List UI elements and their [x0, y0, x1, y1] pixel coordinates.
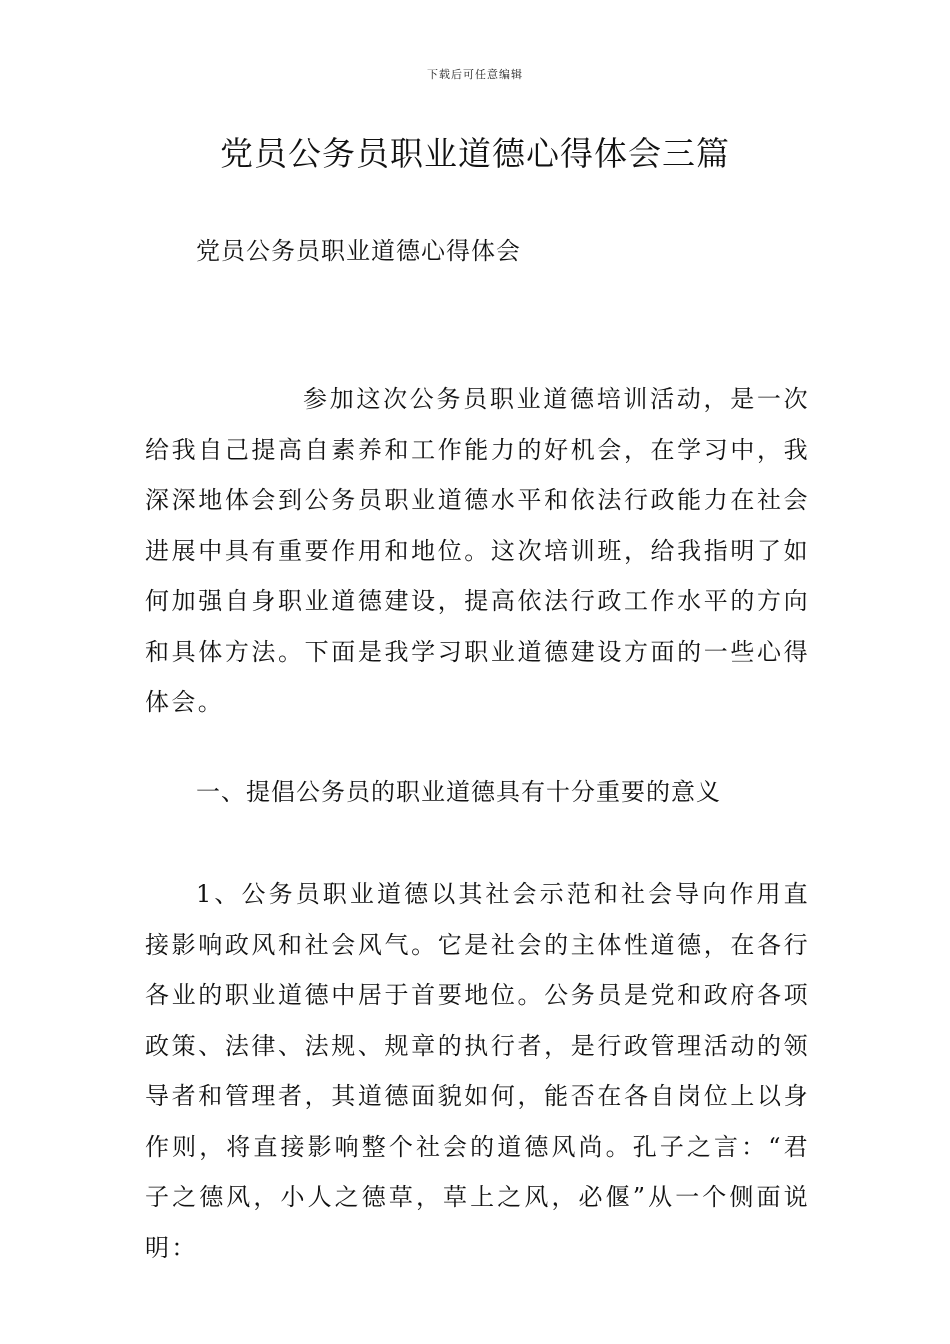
header-note: 下载后可任意编辑: [427, 68, 523, 81]
document-subtitle: 党员公务员职业道德心得体会: [196, 237, 521, 265]
document-title: 党员公务员职业道德心得体会三篇: [220, 134, 730, 173]
section-heading: 一、提倡公务员的职业道德具有十分重要的意义: [196, 778, 721, 806]
intro-paragraph: 参加这次公务员职业道德培训活动，是一次给我自己提高自素养和工作能力的好机会，在学习中，我深深地体会到公务员职业道德水平和依法行政能力在社会进展中具有重要作用和地位。这次培训班，给我指明了如何加强自身职业道德建设，提高依法行政工作水平的方向和具体方法。下面是我学习职业道德建设方面的一些心得体会。: [145, 385, 810, 716]
section-paragraph: 1、公务员职业道德以其社会示范和社会导向作用直接影响政风和社会风气。它是社会的主体性道德，在各行各业的职业道德中居于首要地位。公务员是党和政府各项政策、法律、法规、规章的执行者，是行政管理活动的领导者和管理者，其道德面貌如何，能否在各自岗位上以身作则，将直接影响整个社会的道德风尚。孔子之言：“君子之德风，小人之德草，草上之风，必偃”从一个侧面说明：: [145, 880, 810, 1262]
